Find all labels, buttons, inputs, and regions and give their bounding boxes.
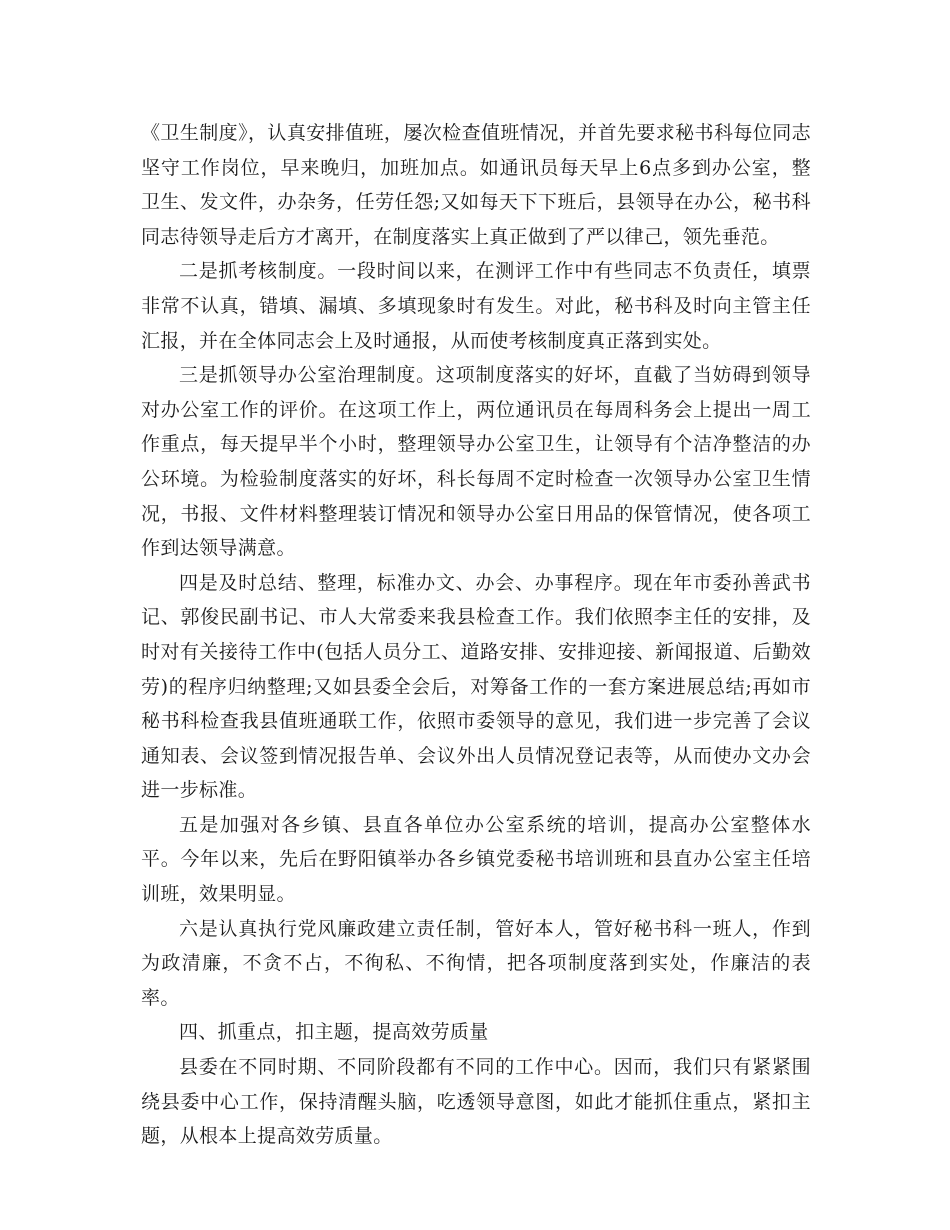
paragraph-continuation: 《卫生制度》，认真安排值班，屡次检查值班情况，并首先要求秘书科每位同志坚守工作岗位，早来晚归，加班加点。如通讯员每天早上6点多到办公室，整卫生、发文件，办杂务，任劳任怨;又如每天下下班后，县领导在办公，秘书科同志待领导走后方才离开，在制度落实上真正做到了严以律己，领先垂范。 xyxy=(141,122,811,248)
paragraph-assessment-system: 二是抓考核制度。一段时间以来，在测评工作中有些同志不负责任，填票非常不认真，错填、漏填、多填现象时有发生。对此，秘书科及时向主管主任汇报，并在全体同志会上及时通报，从而使考核制度真正落到实处。 xyxy=(141,260,811,352)
document-body xyxy=(141,116,811,1154)
paragraph-office-management: 三是抓领导办公室治理制度。这项制度落实的好坏，直截了当妨碍到领导对办公室工作的评价。在这项工作上，两位通讯员在每周科务会上提出一周工作重点，每天提早半个小时，整理领导办公室卫生，让领导有个洁净整洁的办公环境。为检验制度落实的好坏，科长每周不定时检查一次领导办公室卫生情况，书报、文件材料整理装订情况和领导办公室日用品的保管情况，使各项工作到达领导满意。 xyxy=(141,364,811,560)
paragraph-focus: 县委在不同时期、不同阶段都有不同的工作中心。因而，我们只有紧紧围绕县委中心工作，保持清醒头脑，吃透领导意图，如此才能抓住重点，紧扣主题，从根本上提高效劳质量。 xyxy=(141,1056,811,1148)
paragraph-procedure-summary: 四是及时总结、整理，标准办文、办会、办事程序。现在年市委孙善武书记、郭俊民副书记、市人大常委来我县检查工作。我们依照李主任的安排，及时对有关接待工作中(包括人员分工、道路安排、安排迎接、新闻报道、后勤效劳)的程序归纳整理;又如县委全会后，对筹备工作的一套方案进展总结;再如市秘书科检查我县值班通联工作，依照市委领导的意见，我们进一步完善了会议通知表、会议签到情况报告单、会议外出人员情况登记表等，从而使办文办会进一步标准。 xyxy=(141,571,811,802)
paragraph-integrity: 六是认真执行党风廉政建立责任制，管好本人，管好秘书科一班人，作到为政清廉，不贪不占，不徇私、不徇情，把各项制度落到实处，作廉洁的表率。 xyxy=(141,917,811,1009)
paragraph-training: 五是加强对各乡镇、县直各单位办公室系统的培训，提高办公室整体水平。今年以来，先后在野阳镇举办各乡镇党委秘书培训班和县直办公室主任培训班，效果明显。 xyxy=(141,813,811,906)
section-heading: 四、抓重点，扣主题，提高效劳质量 xyxy=(179,1021,489,1044)
